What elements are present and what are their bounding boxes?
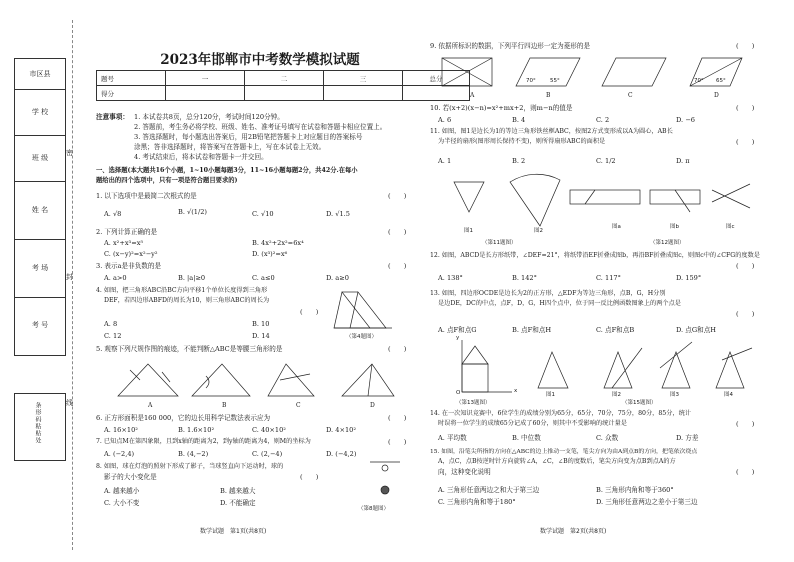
q12-fig-b-label: 图b xyxy=(670,224,679,230)
q10-option-d[interactable]: D. −6 xyxy=(676,116,695,124)
q5-option-b[interactable]: B xyxy=(222,402,227,409)
q15-fig2-label: 图2 xyxy=(612,392,621,398)
field-class[interactable]: 班 级 xyxy=(15,135,65,182)
q3-option-c[interactable]: C. a≤0 xyxy=(252,274,275,282)
q15-figure-caption: （第15题图） xyxy=(622,400,657,406)
answer-paren[interactable]: ( ) xyxy=(300,473,319,481)
q5-option-c[interactable]: C xyxy=(296,402,301,409)
q9-angle-2: 55° xyxy=(550,78,560,84)
q6-option-a[interactable]: A. 16×10² xyxy=(104,426,138,434)
field-school[interactable]: 学 校 xyxy=(15,89,65,136)
q4-option-c[interactable]: C. 12 xyxy=(104,332,122,340)
q9-option-c[interactable]: C xyxy=(628,92,633,99)
answer-paren[interactable]: ( ) xyxy=(388,438,407,446)
q1-option-a[interactable]: A. √8 xyxy=(104,210,122,218)
q12-fig-c-label: 图c xyxy=(726,224,735,230)
q1-option-b[interactable]: B. √(1/2) xyxy=(178,208,207,216)
q9-stem: 9. 依据所标识的数据，下列平行四边形一定为菱形的是 xyxy=(430,42,591,50)
barcode-label: 条形码粘贴处 xyxy=(34,402,41,444)
q7-option-a[interactable]: A. (−2,4) xyxy=(104,450,135,458)
q9-figures xyxy=(440,56,750,92)
q2-option-b[interactable]: B. 4x²+2x²=6x⁴ xyxy=(252,239,304,247)
q10-option-a[interactable]: A. 6 xyxy=(438,116,452,124)
score-header: 题号 xyxy=(97,71,166,86)
q4-option-a[interactable]: A. 8 xyxy=(104,320,118,328)
q8-option-d[interactable]: D. 不能确定 xyxy=(220,499,256,507)
q12-option-c[interactable]: C. 117° xyxy=(596,274,621,282)
score-header: 一 xyxy=(166,71,245,86)
q14-option-a[interactable]: A. 平均数 xyxy=(438,434,467,442)
q9-option-b[interactable]: B xyxy=(546,92,551,99)
score-cell[interactable] xyxy=(166,86,245,101)
score-header: 三 xyxy=(324,71,403,86)
q11-stem: 11. 如图，图1是边长为1的等边三角形铁丝框ABC，按图2方式变形成以A为圆心，AB长 xyxy=(430,128,673,135)
q3-option-b[interactable]: B. |a|≥0 xyxy=(178,274,206,282)
score-header: 二 xyxy=(245,71,324,86)
q5-option-a[interactable]: A xyxy=(148,402,153,409)
q13-option-c[interactable]: C. 点F和点B xyxy=(596,326,635,334)
answer-paren[interactable]: ( ) xyxy=(736,262,755,270)
score-cell[interactable] xyxy=(245,86,324,101)
field-room[interactable]: 考 场 xyxy=(15,239,65,298)
q2-option-d[interactable]: D. (x³)²=x⁶ xyxy=(252,250,288,258)
q13-stem: 13. 如图，四边形OCDE是边长为2的正方形，△EDF为等边三角形，点B，G，H分别 xyxy=(430,290,666,297)
field-exam-number[interactable]: 考 号 xyxy=(31,321,49,329)
q7-option-d[interactable]: D. (−4,2) xyxy=(326,450,357,458)
q6-stem: 6. 正方形面积是160 000，它的边长用科学记数法表示应为 xyxy=(96,414,271,422)
seal-char-feng: 封 xyxy=(66,273,73,281)
q13-axis-x: x xyxy=(514,388,518,394)
q4-option-d[interactable]: D. 14 xyxy=(252,332,270,340)
q3-stem: 3. 表示a是非负数的是 xyxy=(96,262,162,270)
q9-option-a[interactable]: A xyxy=(470,92,475,99)
q1-stem: 1. 以下选项中是最简二次根式的是 xyxy=(96,192,197,200)
q8-option-c[interactable]: C. 大小不变 xyxy=(104,499,140,507)
answer-paren[interactable]: ( ) xyxy=(736,138,755,146)
q5-stem: 5. 观察下列尺规作图的痕迹，不能判断△ABC是等腰三角形的是 xyxy=(96,345,283,353)
q11-figure-caption: （第11题图） xyxy=(482,240,517,246)
q13-option-a[interactable]: A. 点F和点G xyxy=(438,326,477,334)
section1-heading-2: 题给出的四个选项中，只有一项是符合题目要求的) xyxy=(96,177,238,184)
q15-option-d[interactable]: D. 三角形任意两边之差小于第三边 xyxy=(596,498,698,506)
answer-paren[interactable]: ( ) xyxy=(388,345,407,353)
q11-option-b[interactable]: B. 2 xyxy=(512,157,526,165)
q13-option-d[interactable]: D. 点G和点H xyxy=(676,326,717,334)
q11-stem-2: 为半径的扇形(图形周长保持不变)，则所得扇形ABC的面积是 xyxy=(438,138,606,145)
answer-paren[interactable]: ( ) xyxy=(736,104,755,112)
answer-paren[interactable]: ( ) xyxy=(736,42,755,50)
q10-option-c[interactable]: C. 2 xyxy=(596,116,610,124)
q10-stem: 10. 若(x+2)(x−n)=x²+mx+2，则m−n的值是 xyxy=(430,104,573,112)
field-district[interactable]: 市区县 xyxy=(15,59,65,90)
q15-fig3-label: 图3 xyxy=(670,392,679,398)
q1-option-d[interactable]: D. √1.5 xyxy=(326,210,350,218)
q11-option-d[interactable]: D. π xyxy=(676,157,690,165)
q6-option-d[interactable]: D. 4×10² xyxy=(326,426,356,434)
q15-fig1-label: 图1 xyxy=(546,392,555,398)
q2-option-c[interactable]: C. (x−y)²=x²−y² xyxy=(104,250,158,258)
q15-option-a[interactable]: A. 三角形任意两边之和大于第三边 xyxy=(438,486,540,494)
q5-figures xyxy=(110,360,410,402)
q7-option-b[interactable]: B. (4,−2) xyxy=(178,450,209,458)
q15-stem-3: 向，这种变化说明 xyxy=(438,468,491,476)
q13-figure-caption: （第13题图） xyxy=(456,400,491,406)
q6-option-b[interactable]: B. 1.6×10² xyxy=(178,426,215,434)
q2-stem: 2. 下列计算正确的是 xyxy=(96,228,158,236)
notes-heading: 注意事项： xyxy=(96,113,129,121)
q9-option-d[interactable]: D xyxy=(714,92,719,99)
q13-q15-figures xyxy=(452,338,762,396)
q14-stem-2: 时误将一位学生的成绩65分记成了60分，则其中不受影响的统计量是 xyxy=(438,420,627,427)
q12-option-a[interactable]: A. 138° xyxy=(438,274,463,282)
section1-heading: 一、选择题(本大题共16个小题，1~10小题每题3分，11~16小题每题2分，共42分.在每小 xyxy=(96,167,358,174)
answer-paren[interactable]: ( ) xyxy=(388,192,407,200)
note-item: 1. 本试卷共8页，总分120分，考试时间120分钟。 xyxy=(134,113,284,121)
q11-option-a[interactable]: A. 1 xyxy=(438,157,452,165)
note-item: 4. 考试结束后，将本试卷和答题卡一并交回。 xyxy=(134,153,268,161)
q5-option-d[interactable]: D xyxy=(370,402,375,409)
seal-line xyxy=(72,20,73,550)
q10-option-b[interactable]: B. 4 xyxy=(512,116,526,124)
barcode-sticker-area xyxy=(14,393,66,461)
q2-option-a[interactable]: A. x²+x³=x⁵ xyxy=(104,239,144,247)
score-table xyxy=(96,70,470,101)
q8-stem-2: 影子的大小变化是 xyxy=(104,473,157,481)
q4-figure xyxy=(332,288,412,338)
q13-option-b[interactable]: B. 点F和点H xyxy=(512,326,552,334)
answer-paren[interactable]: ( ) xyxy=(736,420,755,428)
q15-fig4-label: 图4 xyxy=(724,392,733,398)
q8-stem: 8. 如图，球在灯泡的照射下形成了影子，当球竖直向下运动时，球的 xyxy=(96,463,284,470)
q7-stem: 7. 已知点M在第四象限，且到x轴的距离为2，到y轴的距离为4，则M的坐标为 xyxy=(96,438,311,445)
q13-axis-y: y xyxy=(456,335,460,341)
q4-stem-2: DEF，若四边形ABFD的周长为10，则三角形ABC的周长为 xyxy=(104,297,270,304)
field-name[interactable]: 姓 名 xyxy=(15,181,65,240)
q9-angle-1: 70° xyxy=(526,78,536,84)
q7-option-c[interactable]: C. (2,−4) xyxy=(252,450,283,458)
q12-option-d[interactable]: D. 159° xyxy=(676,274,702,282)
page-footer-left: 数学试题 第1页(共8页) xyxy=(200,528,267,535)
note-item: 涂黑；答非选择题时，将答案写在答题卡上，写在本试卷上无效。 xyxy=(134,143,326,151)
q13-stem-2: 是边DE，DC的中点，点F，D，G，H四个点中，位于同一反比例函数图象上的两个点是 xyxy=(438,300,681,307)
answer-paren[interactable]: ( ) xyxy=(388,414,407,422)
seal-char-mi: 密 xyxy=(66,149,73,157)
q12-option-b[interactable]: B. 142° xyxy=(512,274,537,282)
q11-fig2-label: 图2 xyxy=(534,228,543,234)
answer-paren[interactable]: ( ) xyxy=(388,262,407,270)
q15-stem-2: A，点C，点B按逆时针方向旋转∠A，∠C，∠B的度数后，笔尖方向变为点B到点A的方 xyxy=(438,458,676,465)
q15-option-c[interactable]: C. 三角形内角和等于180° xyxy=(438,498,516,506)
q14-option-b[interactable]: B. 中位数 xyxy=(512,434,541,442)
q11-q12-figures xyxy=(450,172,760,234)
q8-figure xyxy=(360,460,410,500)
q8-figure-caption: （第8题图） xyxy=(358,506,389,512)
student-info-strip xyxy=(14,58,66,356)
q15-option-b[interactable]: B. 三角形内角和等于360° xyxy=(596,486,674,494)
q6-option-c[interactable]: C. 40×10² xyxy=(252,426,286,434)
answer-paren[interactable]: ( ) xyxy=(300,308,319,316)
q14-stem: 14. 在一次知识竞赛中，6位学生的成绩分别为65分，65分，70分，75分，80分，85分，统计 xyxy=(430,410,691,417)
q8-option-b[interactable]: B. 越来越大 xyxy=(220,487,256,495)
answer-paren[interactable]: ( ) xyxy=(388,228,407,236)
q8-option-a[interactable]: A. 越来越小 xyxy=(104,487,140,495)
q9-angle-3: 70° xyxy=(694,78,704,84)
exam-title: 2023年邯郸市中考数学模拟试题 xyxy=(160,52,360,68)
score-header: 总分 xyxy=(403,71,470,86)
q12-fig-a-label: 图a xyxy=(612,224,621,230)
q15-stem: 15. 如图，沿笔尖所指的方向在△ABC的边上推动一支笔，笔尖方向为由A到点B的方向，把笔依次绕点 xyxy=(430,449,698,455)
q11-fig1-label: 图1 xyxy=(464,228,473,234)
q1-option-c[interactable]: C. √10 xyxy=(252,210,274,218)
q4-figure-caption: （第4题图） xyxy=(346,334,377,340)
score-row-label: 得分 xyxy=(97,86,166,101)
answer-paren[interactable]: ( ) xyxy=(736,310,755,318)
answer-paren[interactable]: ( ) xyxy=(736,468,755,476)
q3-option-d[interactable]: D. a≥0 xyxy=(326,274,349,282)
page-footer-right: 数学试题 第2页(共8页) xyxy=(540,528,607,535)
score-cell[interactable] xyxy=(324,86,403,101)
q3-option-a[interactable]: A. a>0 xyxy=(104,274,127,282)
q13-origin: O xyxy=(456,390,461,396)
q12-stem: 12. 如图，ABCD是长方形纸带，∠DEF=21°，将纸带沿EF折叠成图b，再沿BF折叠成图c，则图c中的∠CFG的度数是 xyxy=(430,252,760,259)
q9-angle-4: 65° xyxy=(716,78,726,84)
q11-option-c[interactable]: C. 1/2 xyxy=(596,157,616,165)
q4-option-b[interactable]: B. 10 xyxy=(252,320,270,328)
q14-option-c[interactable]: C. 众数 xyxy=(596,434,619,442)
note-item: 2. 答题前，考生务必将学校、班级、姓名、准考证号填写在试卷和答题卡相应位置上。 xyxy=(134,123,387,131)
seal-char-xian: 线 xyxy=(66,399,73,407)
note-item: 3. 答选择题时，每小题选出答案后，用2B铅笔把答题卡上对应题目的答案标号 xyxy=(134,133,363,141)
q4-stem: 4. 如图，把三角形ABC沿BC方向平移1个单位长度得到三角形 xyxy=(96,287,268,294)
q12-figure-caption: （第12题图） xyxy=(650,240,685,246)
q14-option-d[interactable]: D. 方差 xyxy=(676,434,699,442)
